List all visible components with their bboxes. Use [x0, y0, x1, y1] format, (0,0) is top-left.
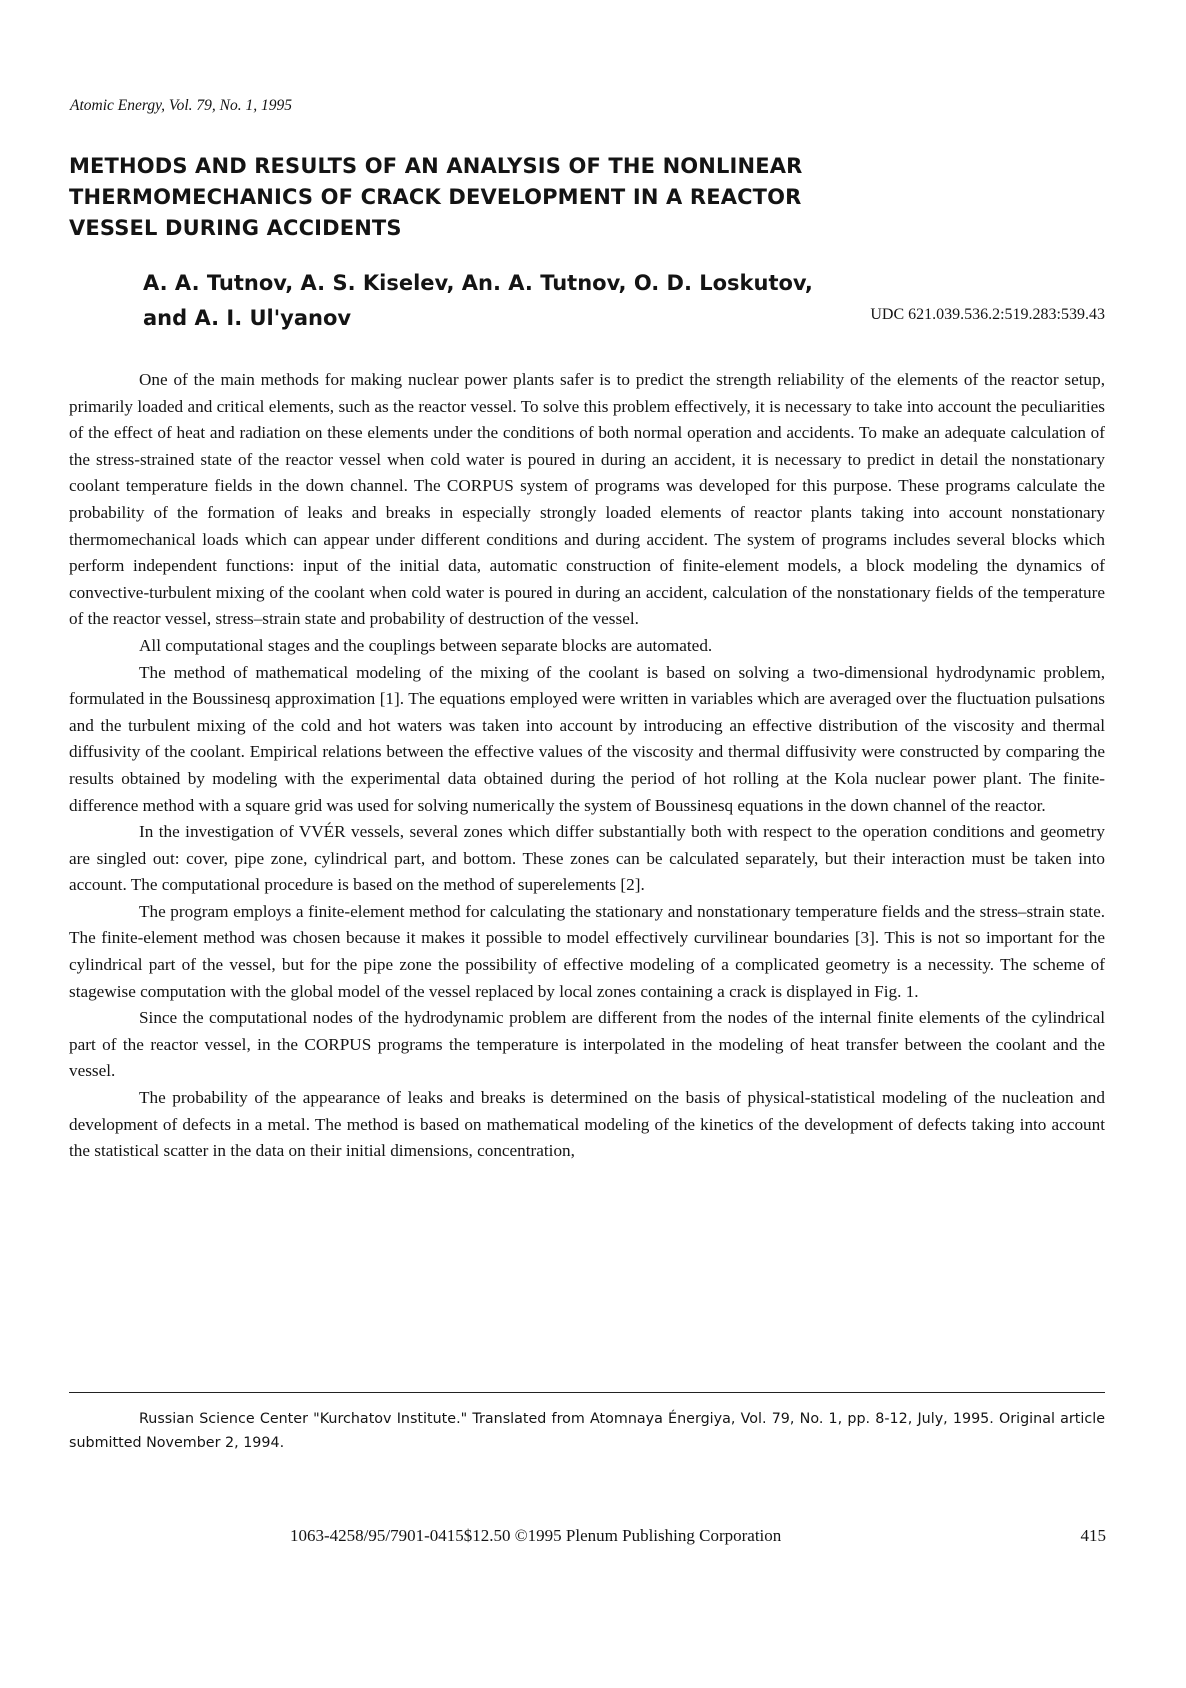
body-paragraph: The probability of the appearance of leaks and breaks is determined on the basis of physical-statistical modeling of the nucleation and development of defects in a metal. The method is based on mathematical modeling of the kinetics of the development of defects taking into account the statistical scatter in the data on their initial dimensions, concentration, — [69, 1088, 1105, 1161]
author-list — [143, 266, 813, 336]
page-number: 415 — [1080, 1526, 1106, 1545]
body-paragraph: All computational stages and the couplings between separate blocks are automated. — [139, 635, 713, 655]
body-paragraph: The method of mathematical modeling of the mixing of the coolant is based on solving a two-dimensional hydrodynamic problem, formulated in the Boussinesq approximation [1]. The equations employed were written in variables which are averaged over the fluctuation pulsations and the turbulent mixing of the cold and hot waters was taken into account by introducing an effective distribution of the viscosity and thermal diffusivity of the coolant. Empirical relations between the effective values of the viscosity and thermal diffusivity were constructed by comparing the results obtained by modeling with the experimental data obtained during the period of hot rolling at the Kola nuclear power plant. The finite-difference method with a square grid was used for solving numerically the system of Boussinesq equations in the down channel of the reactor. — [69, 662, 1105, 815]
article-body — [69, 367, 1105, 1165]
body-paragraph: In the investigation of VVÉR vessels, several zones which differ substantially both with respect to the operation conditions and geometry are singled out: cover, pipe zone, cylindrical part, and bottom. These zones can be calculated separately, but their interaction must be taken into account. The computational procedure is based on the method of superelements [2]. — [69, 822, 1105, 895]
issn-copyright-line: 1063-4258/95/7901-0415$12.50 ©1995 Plenum Publishing Corporation — [290, 1526, 782, 1545]
title-line: THERMOMECHANICS OF CRACK DEVELOPMENT IN A REACTOR — [69, 185, 802, 209]
udc-code: UDC 621.039.536.2:519.283:539.43 — [870, 306, 1105, 323]
body-paragraph: Since the computational nodes of the hydrodynamic problem are different from the nodes of the internal finite elements of the cylindrical part of the reactor vessel, in the CORPUS programs the temperature is interpolated in the modeling of heat transfer between the coolant and the vessel. — [69, 1008, 1105, 1081]
body-paragraph: One of the main methods for making nuclear power plants safer is to predict the strength reliability of the elements of the reactor setup, primarily loaded and critical elements, such as the reactor vessel. To solve this problem effectively, it is necessary to take into account the peculiarities of the effect of heat and radiation on these elements under the conditions of both normal operation and accidents. To make an adequate calculation of the stress-strained state of the reactor vessel when cold water is poured in during an accident, it is necessary to predict in detail the nonstationary coolant temperature fields in the down channel. The CORPUS system of programs was developed for this purpose. These programs calculate the probability of the formation of leaks and breaks in especially strongly loaded elements of reactor plants taking into account nonstationary thermomechanical loads which can appear under different conditions and during accident. The system of programs includes several blocks which perform independent functions: input of the initial data, automatic construction of finite-element models, a block modeling the dynamics of convective-turbulent mixing of the coolant when cold water is poured in during an accident, calculation of the nonstationary fields of the temperature of the reactor vessel, stress–strain state and probability of destruction of the vessel. — [69, 370, 1105, 629]
author-line: A. A. Tutnov, A. S. Kiselev, An. A. Tutnov, O. D. Loskutov, — [143, 271, 813, 295]
author-line: and A. I. Ul'yanov — [143, 306, 352, 330]
article-title — [69, 151, 969, 244]
title-line: METHODS AND RESULTS OF AN ANALYSIS OF THE NONLINEAR — [69, 154, 803, 178]
title-line: VESSEL DURING ACCIDENTS — [69, 216, 402, 240]
journal-reference: Atomic Energy, Vol. 79, No. 1, 1995 — [70, 97, 293, 114]
footnote: Russian Science Center "Kurchatov Institute." Translated from Atomnaya Énergiya, Vol. 79, No. 1, pp. 8-12, July, 1995. Original article submitted November 2, 1994. — [69, 1411, 1105, 1451]
body-paragraph: The program employs a finite-element method for calculating the stationary and nonstationary temperature fields and the stress–strain state. The finite-element method was chosen because it makes it possible to model effectively curvilinear boundaries [3]. This is not so important for the cylindrical part of the vessel, but for the pipe zone the possibility of effective modeling of a complicated geometry is a necessity. The scheme of stagewise computation with the global model of the vessel replaced by local zones containing a crack is displayed in Fig. 1. — [69, 901, 1105, 1001]
footnote-divider — [69, 1392, 1105, 1393]
